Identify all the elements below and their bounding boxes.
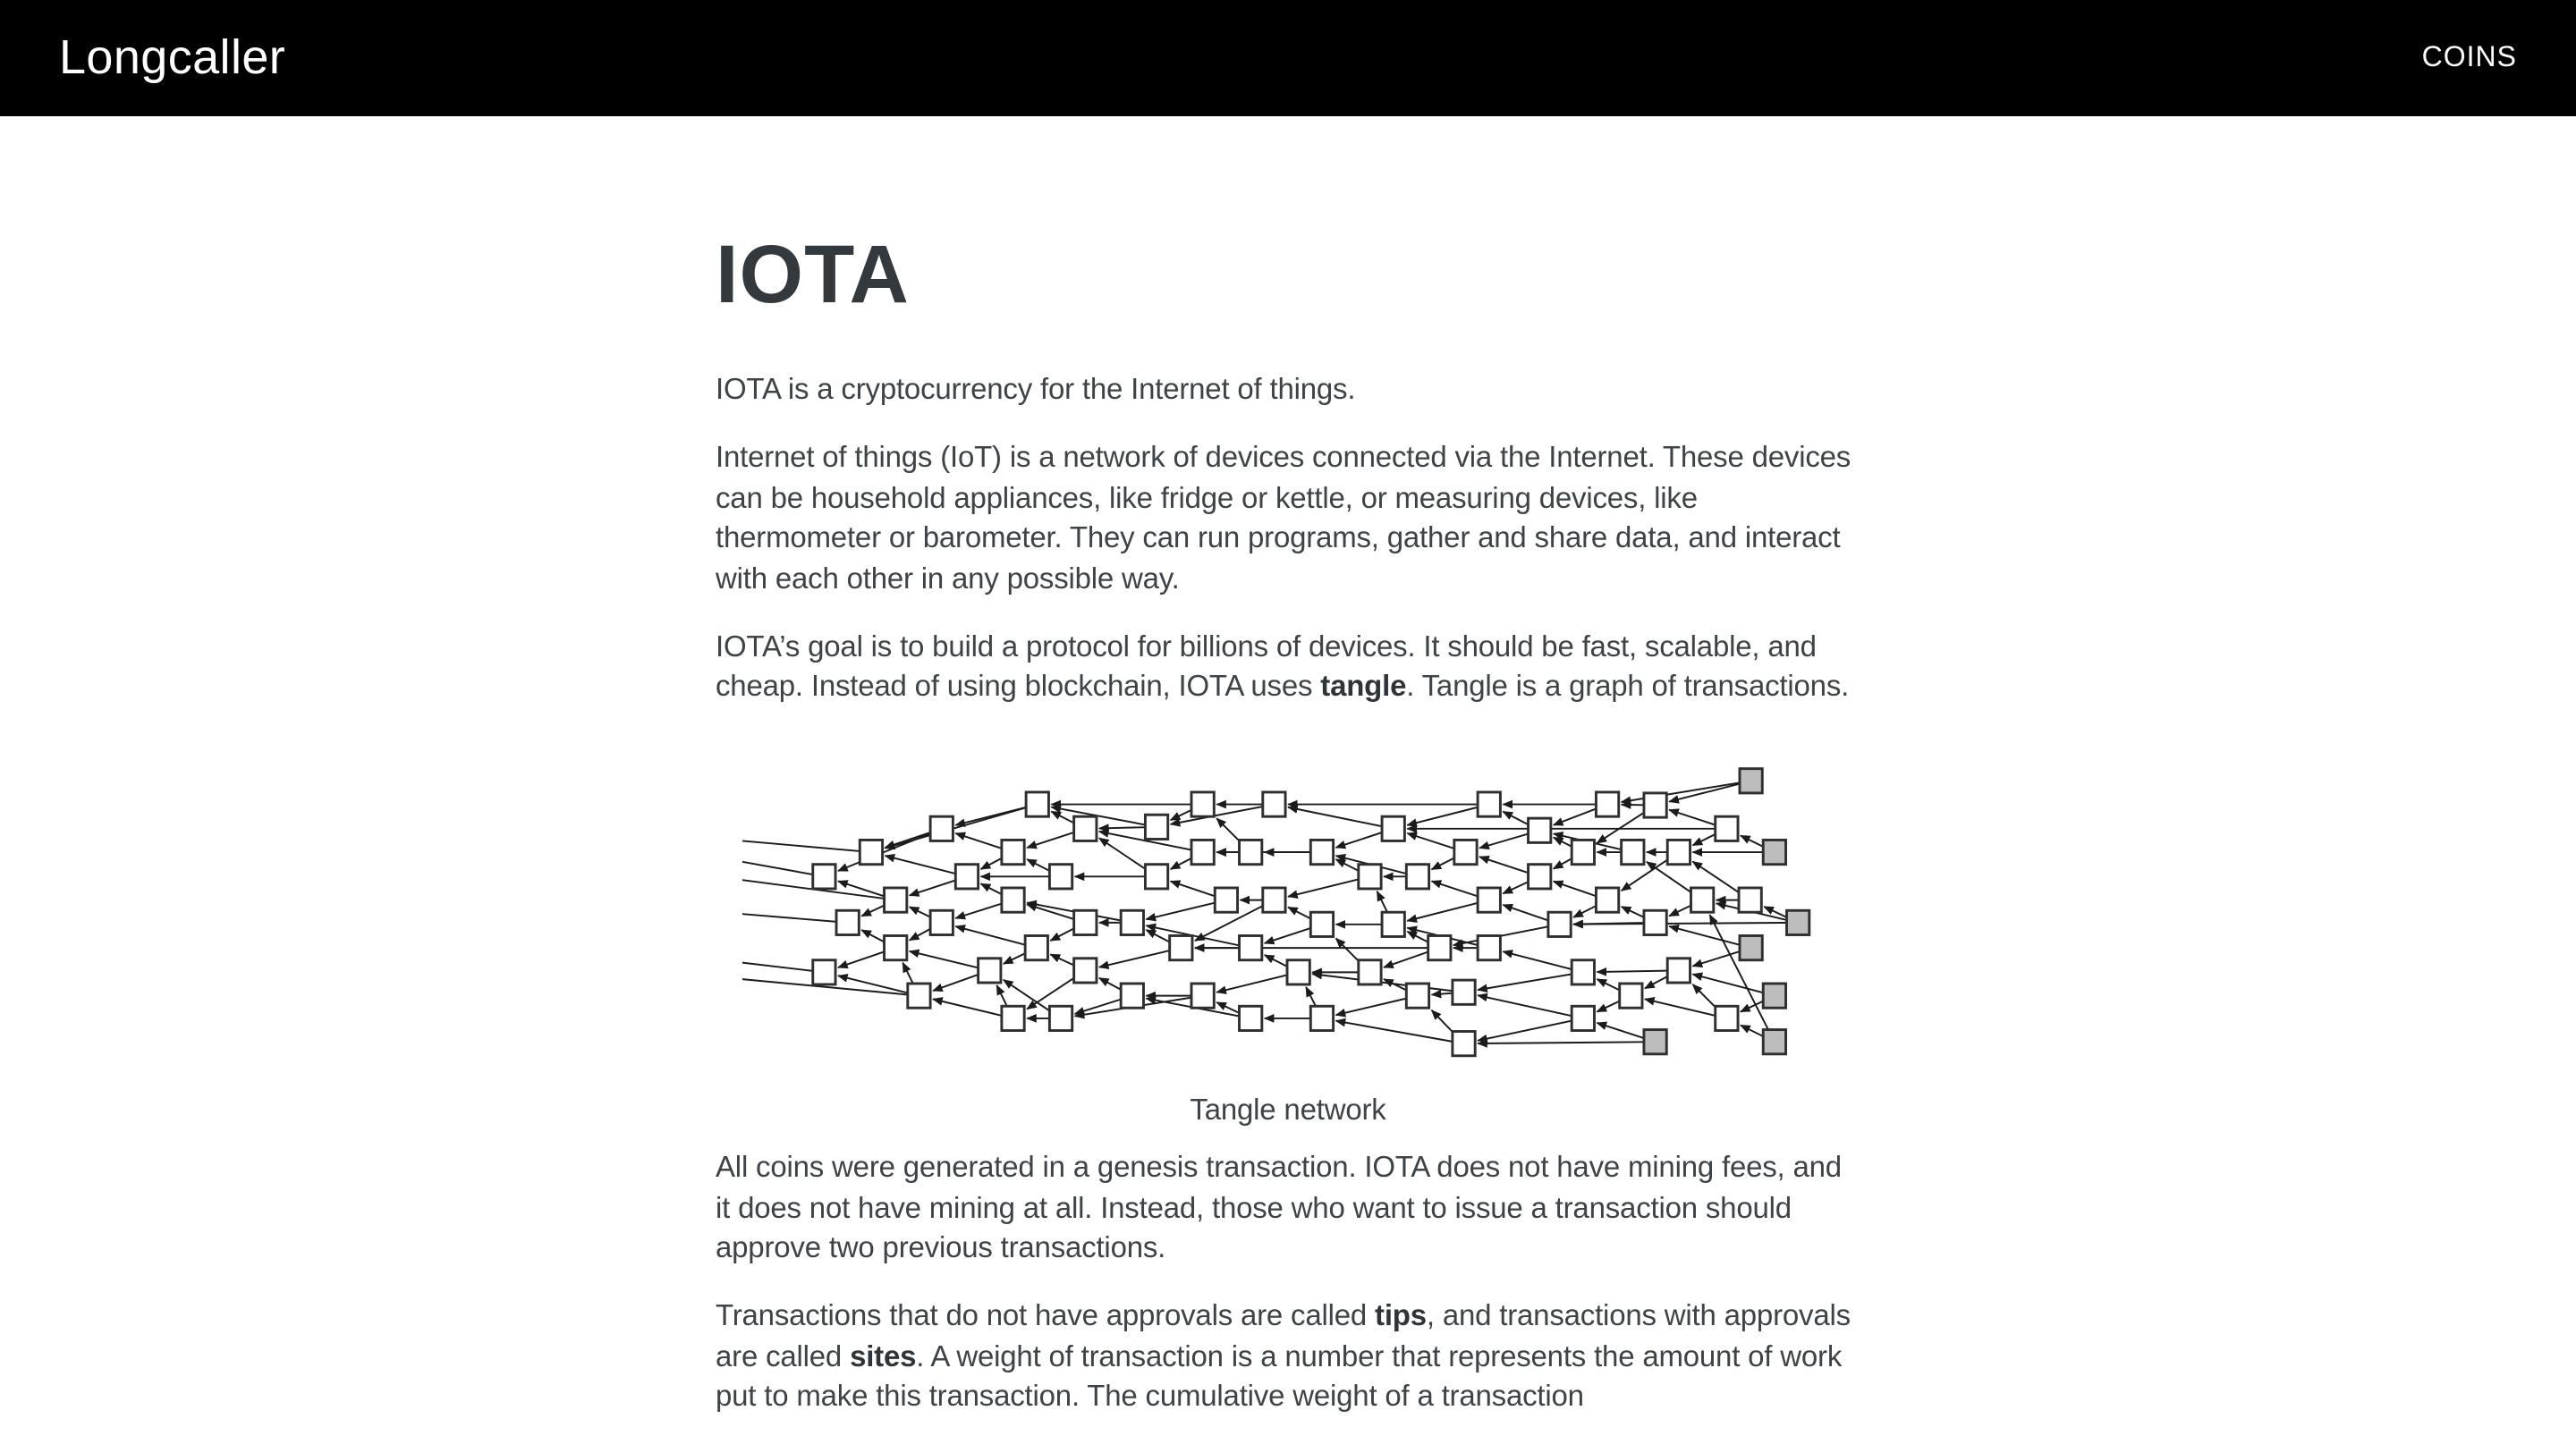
article-body-top: [716, 370, 1860, 708]
paragraph: [716, 439, 1860, 599]
paragraph: [716, 1149, 1860, 1269]
transaction-node: [1145, 815, 1167, 839]
tip-transaction-node: [1763, 840, 1785, 864]
transaction-node: [1310, 912, 1333, 936]
transaction-node: [1359, 864, 1381, 888]
approval-edge: [1051, 807, 1157, 826]
bold-term: tangle: [1320, 671, 1407, 704]
transaction-node: [1667, 958, 1690, 982]
transaction-node: [1191, 984, 1214, 1008]
transaction-node: [1074, 910, 1097, 934]
transaction-node: [1382, 816, 1404, 840]
text-run: Transactions that do not have approvals are called: [716, 1300, 1376, 1333]
transaction-node: [1739, 888, 1761, 912]
transaction-node: [1240, 935, 1262, 959]
transaction-node: [1002, 1006, 1024, 1030]
transaction-node: [1074, 958, 1097, 982]
transaction-node: [1121, 984, 1143, 1008]
paragraph: [716, 628, 1860, 708]
approval-edge: [1453, 925, 1560, 945]
transaction-node: [908, 984, 930, 1008]
transaction-node: [1667, 840, 1690, 864]
transaction-node: [1690, 888, 1713, 912]
transaction-node: [1406, 864, 1428, 888]
transaction-node: [955, 864, 978, 888]
transaction-node: [1002, 888, 1024, 912]
approval-edge: [1288, 807, 1394, 828]
article: [716, 116, 1860, 1417]
tangle-network-diagram: [741, 758, 1835, 1080]
transaction-node: [1428, 935, 1451, 959]
nav-item-coins[interactable]: COINS: [2421, 42, 2517, 72]
transaction-node: [885, 888, 907, 912]
tangle-figure: [716, 758, 1860, 1131]
approval-edge: [1478, 972, 1583, 990]
tip-transaction-node: [1763, 984, 1785, 1008]
text-run: All coins were generated in a genesis transaction. IOTA does not have mining fees, and it does not have mining at all. Instead, those who want to issue a transaction should approve two previous transactions.: [716, 1152, 1842, 1265]
transaction-node: [1453, 1031, 1475, 1055]
transaction-node: [1215, 888, 1237, 912]
transaction-node: [885, 935, 907, 959]
transaction-node: [1596, 792, 1618, 816]
transaction-node: [813, 864, 835, 888]
approval-edge: [742, 914, 848, 923]
transaction-node: [1478, 888, 1500, 912]
text-run: IOTA’s goal is to build a protocol for billions of devices. It should be fast, scalable, and cheap. Instead of using blockchain, IOTA uses: [716, 631, 1817, 704]
transaction-node: [1478, 935, 1500, 959]
transaction-node: [1145, 864, 1167, 888]
header-nav: [2422, 42, 2517, 74]
transaction-node: [1170, 935, 1192, 959]
tip-transaction-node: [1740, 768, 1762, 792]
transaction-node: [1049, 864, 1072, 888]
transaction-node: [1716, 816, 1738, 840]
transaction-node: [1382, 912, 1404, 936]
transaction-node: [1191, 792, 1214, 816]
transaction-node: [1263, 888, 1285, 912]
transaction-node: [1454, 840, 1477, 864]
transaction-node: [1644, 793, 1666, 817]
transaction-node: [1529, 818, 1551, 842]
paragraph: [716, 370, 1860, 410]
figure-caption: Tangle network: [1190, 1094, 1386, 1127]
transaction-node: [836, 910, 859, 934]
transaction-node: [1049, 1006, 1072, 1030]
text-run: . A weight of transaction is a number that represents the amount of work put to make this transaction. The cumulative weight of a transaction: [716, 1340, 1843, 1414]
transaction-node: [1002, 840, 1024, 864]
approval-edge: [1622, 781, 1751, 802]
transaction-node: [1644, 910, 1666, 934]
transaction-node: [979, 958, 1001, 982]
bold-term: sites: [850, 1340, 917, 1373]
page-title: IOTA: [716, 227, 910, 320]
transaction-node: [1263, 792, 1285, 816]
transaction-node: [1240, 840, 1262, 864]
transaction-node: [1622, 840, 1644, 864]
transaction-node: [1620, 984, 1642, 1008]
tip-transaction-node: [1763, 1029, 1785, 1053]
transaction-node: [1478, 792, 1500, 816]
transaction-node: [1240, 1006, 1262, 1030]
transaction-node: [860, 840, 882, 864]
transaction-node: [1572, 959, 1594, 984]
tip-transaction-node: [1740, 935, 1762, 959]
text-run: Internet of things (IoT) is a network of devices connected via the Internet. These devices can be household appliances, like fridge or kettle, or measuring devices, like thermometer or barometer. They can run programs, gather and share data, and interact with each other in any possible way.: [716, 442, 1852, 596]
approval-edge: [1478, 995, 1583, 1018]
brand-logo[interactable]: Longcaller: [59, 30, 286, 84]
transaction-node: [1121, 910, 1143, 934]
tip-transaction-node: [1787, 910, 1809, 934]
bold-term: tips: [1375, 1300, 1427, 1333]
transaction-node: [1310, 1006, 1333, 1030]
transaction-node: [1529, 864, 1551, 888]
approval-edge: [1478, 1018, 1583, 1041]
site-header: [0, 0, 2576, 116]
approval-edge: [1312, 974, 1463, 992]
transaction-node: [1572, 840, 1594, 864]
transaction-node: [1453, 980, 1475, 1004]
text-run: , and transactions with approvals are called: [716, 1300, 1851, 1373]
transaction-node: [1026, 792, 1048, 816]
transaction-node: [813, 959, 835, 984]
main-content: [0, 116, 2576, 1417]
approval-edge: [742, 840, 871, 852]
paragraph: [716, 1297, 1860, 1417]
transaction-node: [1548, 912, 1571, 936]
text-run: IOTA is a cryptocurrency for the Internet of things.: [716, 374, 1356, 406]
transaction-node: [1025, 935, 1047, 959]
transaction-node: [1310, 840, 1333, 864]
transaction-node: [1596, 888, 1618, 912]
tip-transaction-node: [1644, 1029, 1666, 1053]
approval-edge: [1171, 804, 1275, 824]
transaction-node: [1716, 1006, 1738, 1030]
text-run: . Tangle is a graph of transactions.: [1406, 671, 1850, 704]
approval-edge: [1478, 1042, 1655, 1043]
transaction-node: [1359, 959, 1381, 984]
transaction-node: [930, 910, 953, 934]
transaction-node: [1572, 1006, 1594, 1030]
approval-edge: [1146, 925, 1250, 948]
transaction-node: [1287, 959, 1309, 984]
transaction-node: [1406, 984, 1428, 1008]
article-body-bottom: [716, 1149, 1860, 1418]
transaction-node: [930, 816, 953, 840]
transaction-node: [1191, 840, 1214, 864]
transaction-node: [1074, 816, 1097, 840]
